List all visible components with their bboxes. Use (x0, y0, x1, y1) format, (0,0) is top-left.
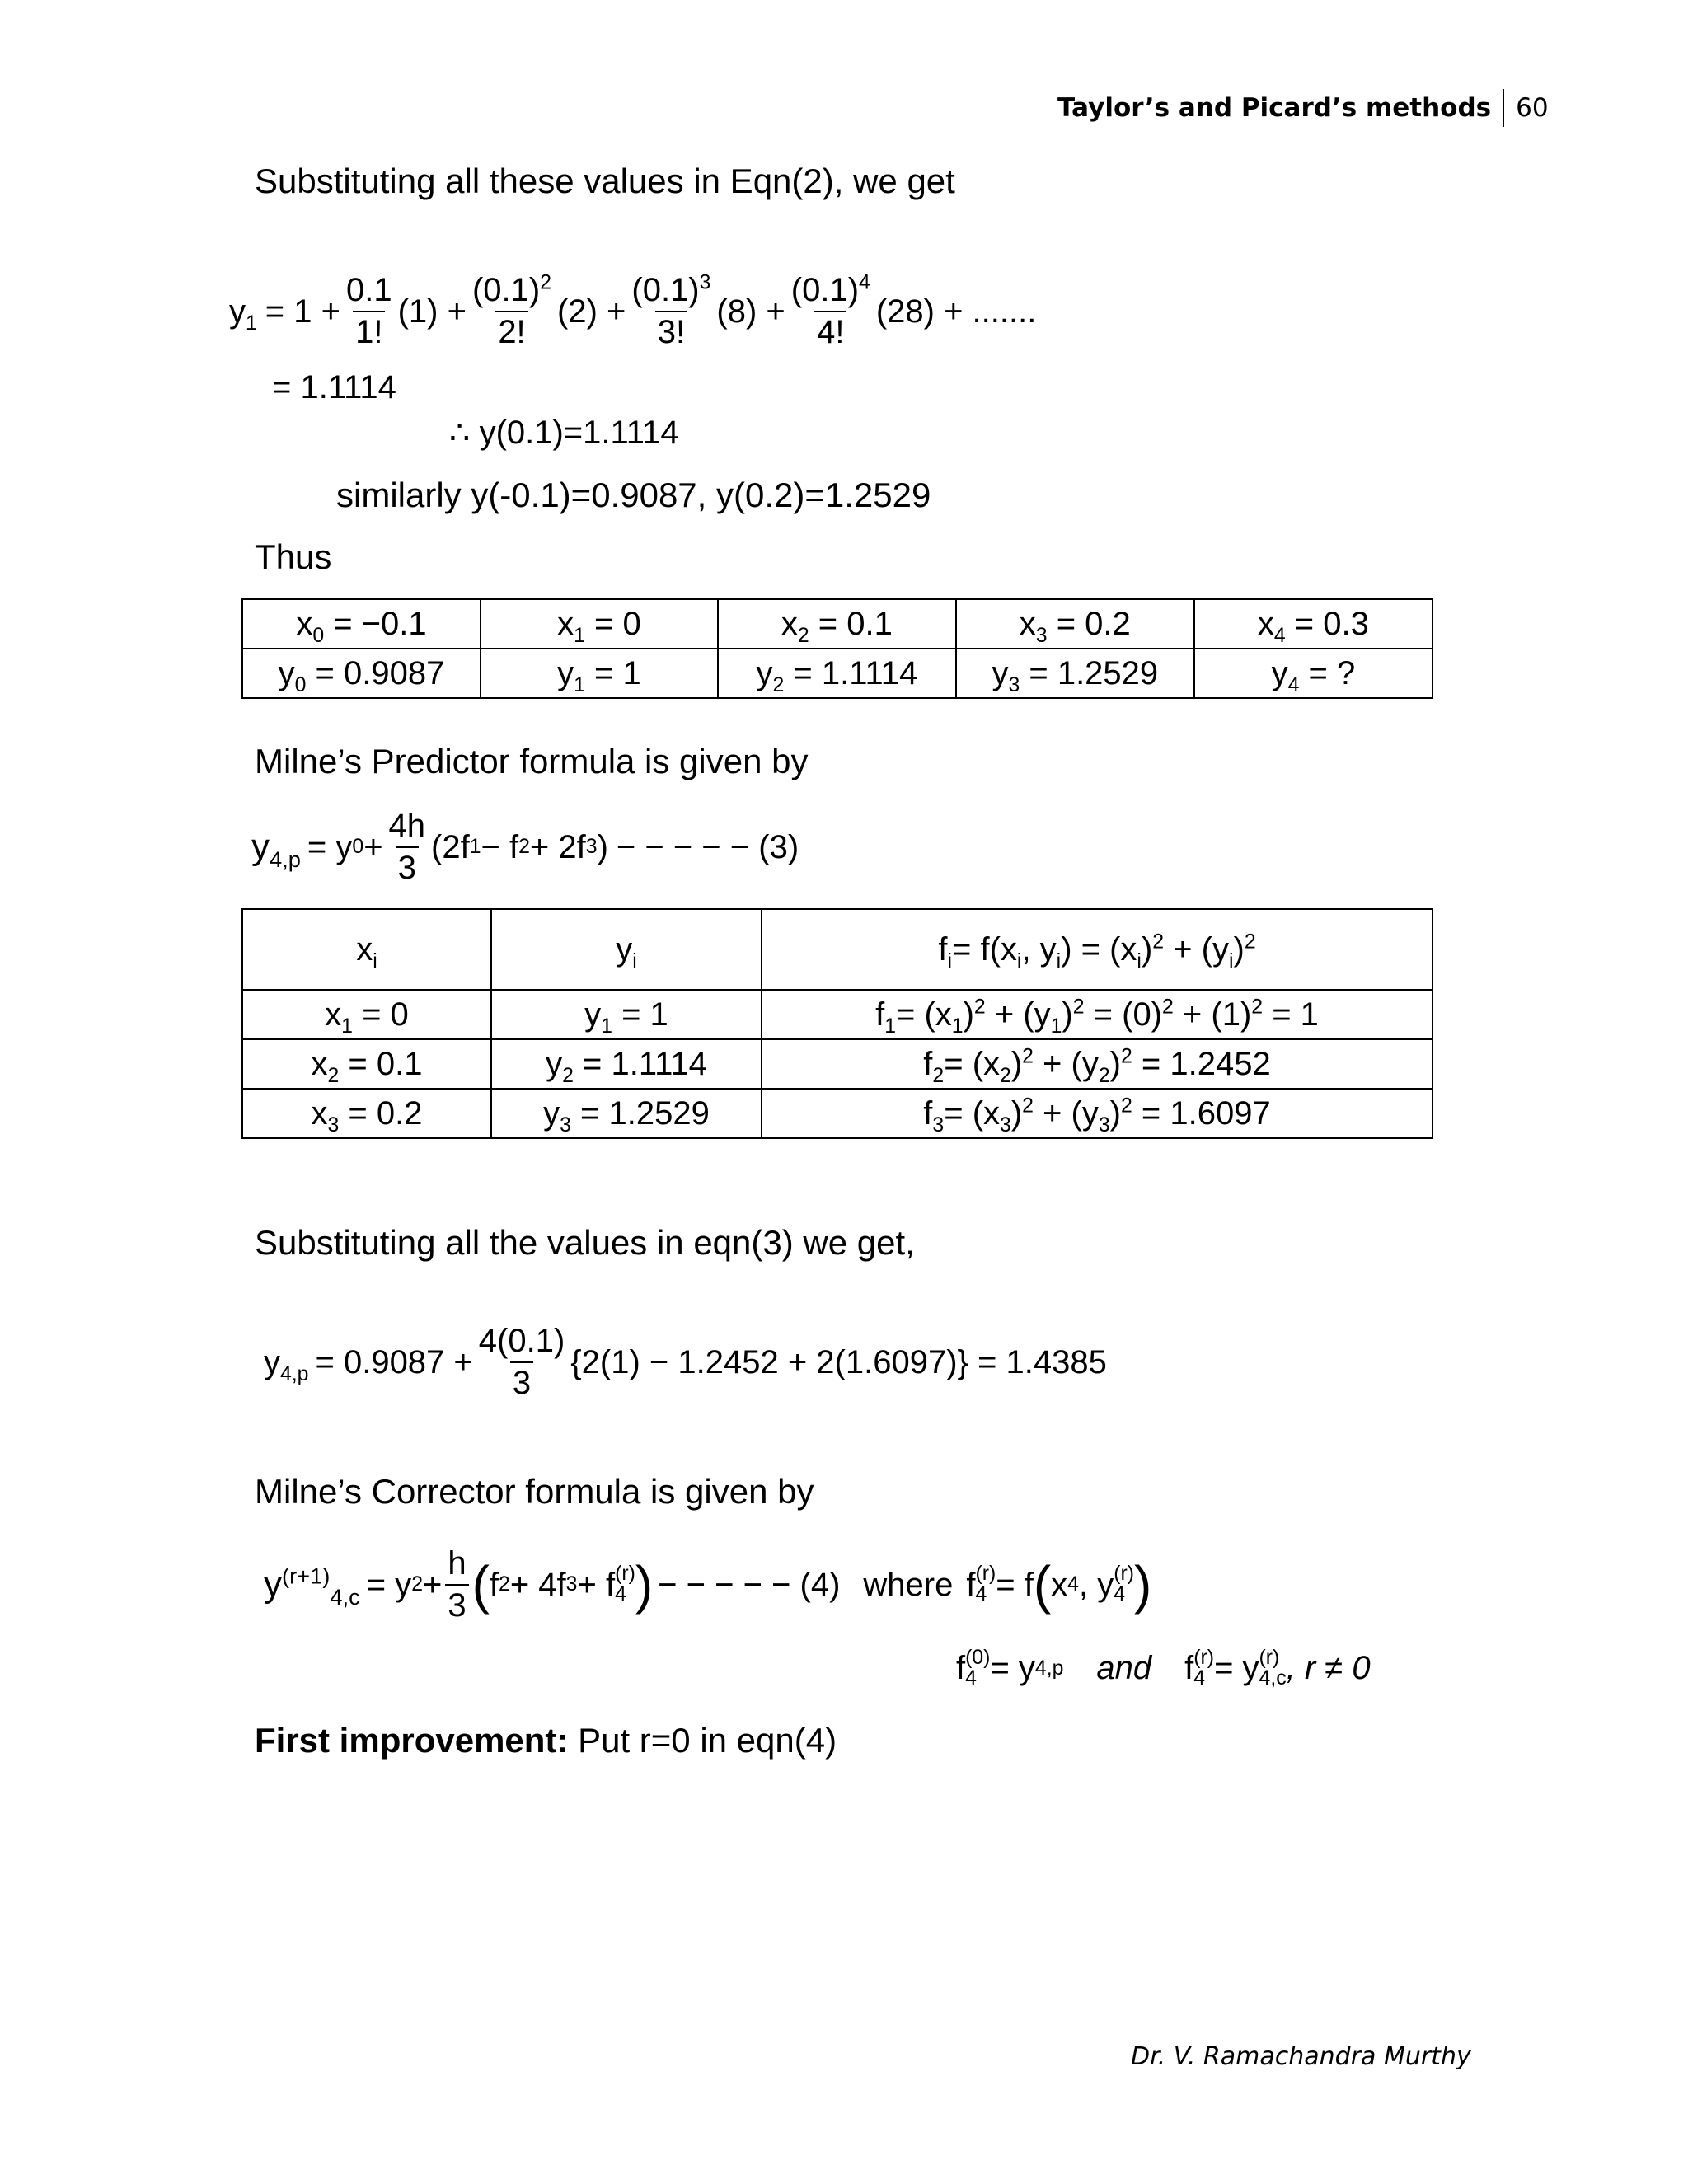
header-x: $x_i$ (242, 909, 491, 990)
footer-author: Dr. V. Ramachandra Murthy (1131, 2042, 1471, 2071)
first-improvement-text: Put r=0 in eqn(4) (568, 1721, 837, 1760)
table-row (242, 990, 1432, 1039)
table-cell: $f_2= (x_2)^2 + (y_2)^2 = 1.2452$ (762, 1039, 1432, 1089)
left-paren: ( (471, 1555, 490, 1615)
term-2-coef: (2) + (557, 293, 626, 330)
table-cell: $y_3 = 1.2529$ (956, 649, 1194, 698)
corrector-formula: $y^{(r+1)}_{4,c}$ = y 2 + $\frac{h}{3}$ ( f 2 + 4f 3 + f (r) 4 ) − − − − − (4) where f (r) 4 = f ( x 4 , y (r) 4 ) (264, 1545, 1152, 1624)
table-cell: $x_2 = 0.1$ (242, 1039, 491, 1089)
taylor-result: = 1.1114 (272, 369, 396, 405)
page-number: 60 (1516, 93, 1549, 123)
table-cell: $x_3 = 0.2$ (956, 599, 1194, 649)
substitution-fraction: $\frac{4(0.1)}{3}$ (478, 1323, 565, 1401)
term-4-fraction: $\frac{(0.1)^4}{4!}$ (790, 271, 870, 350)
term-3-coef: (8) + (716, 293, 785, 330)
table-cell: $x_3 = 0.2$ (242, 1089, 491, 1138)
term-1-coef: (1) + (397, 293, 467, 330)
table-header-row (242, 909, 1432, 990)
term-3-fraction: $\frac{(0.1)^3}{3!}$ (631, 271, 711, 350)
table-cell: $x_4 = 0.3$ (1194, 599, 1432, 649)
term-4-coef: (28) + ....... (875, 293, 1037, 330)
table-cell: $y_1 = 1$ (491, 990, 762, 1039)
thus-label: Thus (255, 537, 332, 576)
table-cell: $y_3 = 1.2529$ (491, 1089, 762, 1138)
taylor-equation (229, 272, 1036, 351)
table-cell: $x_2 = 0.1$ (718, 599, 956, 649)
corrector-conditions: f (0) 4 = y 4,p and f (r) 4 = y (r) 4,c , r ≠ 0 (956, 1647, 1371, 1690)
table-cell: $x_1 = 0$ (242, 990, 491, 1039)
predictor-formula: $y_{4,p}$ = y 0 + $\frac{4h}{3}$ (2f 1 − f 2 + 2f 3 ) − − − − − (3) (251, 808, 799, 886)
table-cell: $f_1= (x_1)^2 + (y_1)^2 = (0)^2 + (1)^2 = 1$ (762, 990, 1432, 1039)
table-row (242, 1039, 1432, 1089)
term-1-fraction: $\frac{0.1}{1!}$ (346, 272, 392, 350)
corrector-title: Milne’s Corrector formula is given by (255, 1472, 814, 1511)
header-divider (1503, 89, 1504, 127)
substitution-title: Substituting all the values in eqn(3) we get, (255, 1223, 915, 1262)
table-cell: $y_2 = 1.1114$ (718, 649, 956, 698)
first-improvement-line (255, 1721, 837, 1760)
similarly-line: similarly y(-0.1)=0.9087, y(0.2)=1.2529 (336, 476, 931, 514)
predictor-substitution: $y_{4,p}$ = 0.9087 + $\frac{4(0.1)}{3}$ {2(1) − 1.2452 + 2(1.6097)} = 1.4385 (264, 1323, 1107, 1401)
x-row (242, 599, 1432, 649)
term-0: = 1 + (265, 293, 340, 330)
y-row (242, 649, 1432, 698)
term-2-fraction: $\frac{(0.1)^2}{2!}$ (471, 271, 552, 350)
table-cell: $y_1 = 1$ (481, 649, 718, 698)
table-cell: $x_0 = -0.1$ (242, 599, 481, 649)
y1-symbol: $y_1$ (229, 293, 257, 335)
header-title: Taylor’s and Picard’s methods (1057, 93, 1492, 123)
table-cell: $y_2 = 1.1114$ (491, 1039, 762, 1089)
header-y: $y_i$ (491, 909, 762, 990)
predictor-title: Milne’s Predictor formula is given by (255, 742, 809, 780)
intro-line: Substituting all these values in Eqn(2), we get (255, 162, 955, 200)
corrector-fraction: $\frac{h}{3}$ (445, 1545, 468, 1624)
table-cell: $f_3= (x_3)^2 + (y_3)^2 = 1.6097$ (762, 1089, 1432, 1138)
page-header (1057, 89, 1549, 127)
predictor-fraction: $\frac{4h}{3}$ (388, 808, 426, 886)
table-cell: $y_4$ = ? (1194, 649, 1432, 698)
table-cell: $x_1 = 0$ (481, 599, 718, 649)
values-table (241, 598, 1433, 699)
therefore-line: ∴ y(0.1)=1.1114 (449, 415, 679, 451)
header-f: $f_i= f(x_i$, $y_i) = (x_i)^2 + (y_i)^2$ (762, 909, 1432, 990)
first-improvement-label: First improvement: (255, 1721, 569, 1760)
right-paren: ) (635, 1555, 654, 1615)
f-values-table (241, 908, 1433, 1139)
table-row (242, 1089, 1432, 1138)
table-cell: $y_0 = 0.9087$ (242, 649, 481, 698)
